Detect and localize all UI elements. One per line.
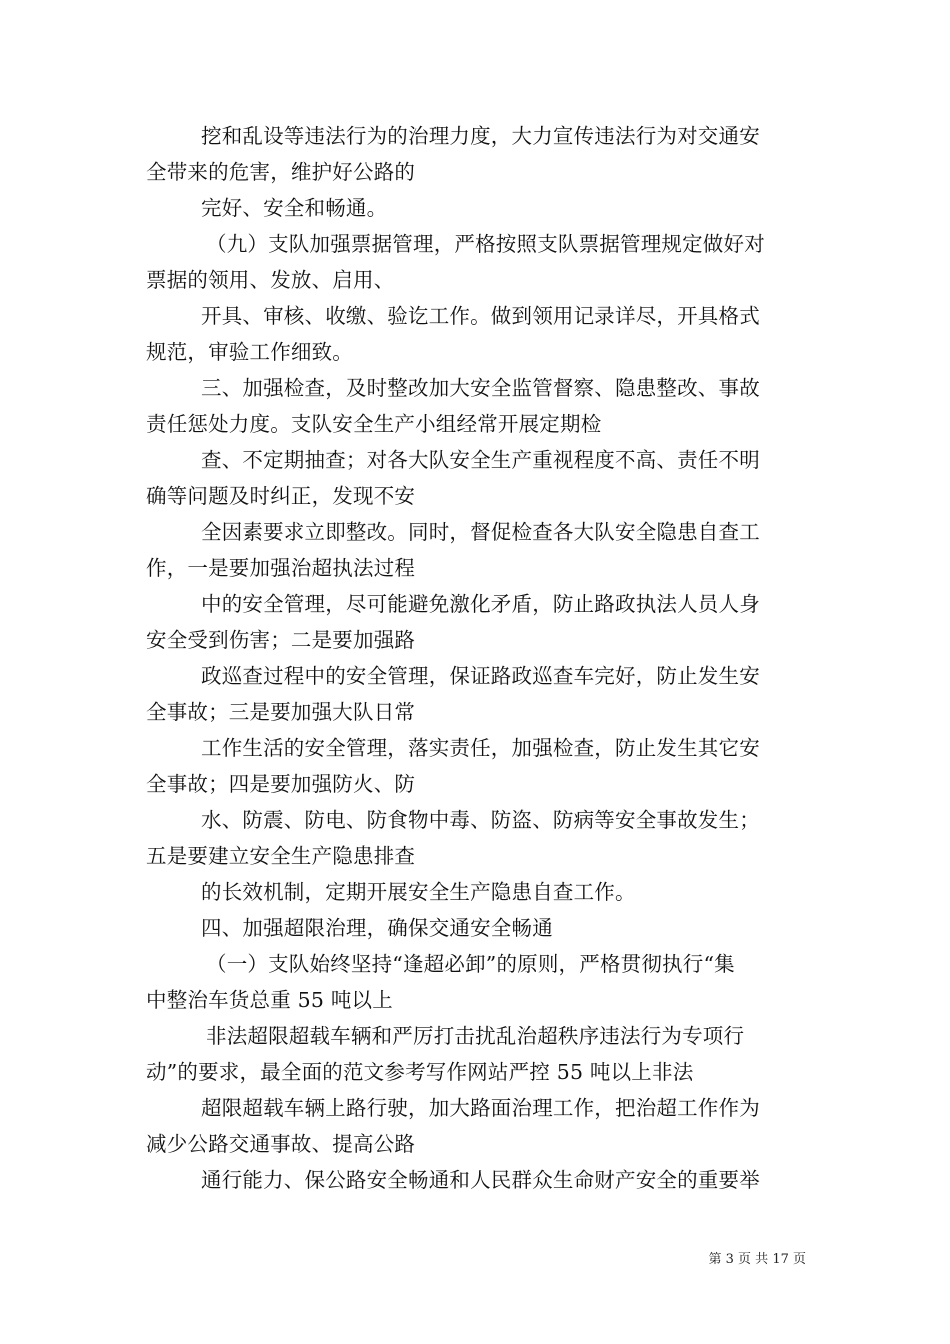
text-line: 开具、审核、收缴、验讫工作。做到领用记录详尽，开具格式 [201, 304, 760, 328]
text-line: 安全受到伤害；二是要加强路 [146, 628, 416, 652]
text-line: 非法超限超载车辆和严厉打击扰乱治超秩序违法行为专项行 [206, 1024, 745, 1048]
text-line: （九）支队加强票据管理，严格按照支队票据管理规定做好对 [206, 232, 765, 256]
text-line: 四、加强超限治理，确保交通安全畅通 [201, 916, 553, 940]
paragraph [146, 118, 808, 190]
paragraph [146, 370, 808, 442]
paragraph [146, 298, 808, 370]
text-line: 全事故；四是要加强防火、防 [146, 772, 416, 796]
paragraph [146, 514, 808, 586]
text-line: 规范，审验工作细致。 [146, 340, 353, 364]
text-line: 作，一是要加强治超执法过程 [146, 556, 416, 580]
paragraph [146, 730, 808, 802]
text-line: 确等问题及时纠正，发现不安 [146, 484, 416, 508]
paragraph [146, 442, 808, 514]
paragraph [146, 1090, 808, 1162]
text-line: 票据的领用、发放、启用、 [146, 268, 395, 292]
text-line: （一）支队始终坚持“逢超必卸”的原则，严格贯彻执行“集 [206, 952, 735, 976]
text-line: 全因素要求立即整改。同时，督促检查各大队安全隐患自查工 [201, 520, 760, 544]
text-line: 中整治车货总重 55 吨以上 [146, 988, 393, 1012]
text-line: 全事故；三是要加强大队日常 [146, 700, 416, 724]
paragraph [146, 802, 808, 874]
text-line: 中的安全管理，尽可能避免激化矛盾，防止路政执法人员人身 [201, 592, 760, 616]
paragraph [146, 910, 808, 946]
text-line: 全带来的危害，维护好公路的 [146, 160, 416, 184]
page-number: 第 3 页 共 17 页 [708, 1252, 806, 1267]
document-body [146, 118, 808, 1198]
text-line: 完好、安全和畅通。 [201, 196, 388, 220]
paragraph [146, 190, 808, 226]
paragraph [146, 1018, 808, 1090]
text-line: 减少公路交通事故、提高公路 [146, 1132, 416, 1156]
text-line: 通行能力、保公路安全畅通和人民群众生命财产安全的重要举 [201, 1168, 760, 1192]
text-line: 超限超载车辆上路行驶，加大路面治理工作，把治超工作作为 [201, 1096, 760, 1120]
text-line: 政巡查过程中的安全管理，保证路政巡查车完好，防止发生安 [201, 664, 760, 688]
paragraph [146, 946, 808, 1018]
paragraph [146, 1162, 808, 1198]
text-line: 查、不定期抽查；对各大队安全生产重视程度不高、责任不明 [201, 448, 760, 472]
text-line: 五是要建立安全生产隐患排查 [146, 844, 416, 868]
text-line: 的长效机制，定期开展安全生产隐患自查工作。 [201, 880, 636, 904]
text-line: 三、加强检查，及时整改加大安全监管督察、隐患整改、事故 [201, 376, 760, 400]
paragraph [146, 658, 808, 730]
text-line: 挖和乱设等违法行为的治理力度，大力宣传违法行为对交通安 [201, 124, 760, 148]
text-line: 责任惩处力度。支队安全生产小组经常开展定期检 [146, 412, 602, 436]
text-line: 动”的要求，最全面的范文参考写作网站严控 55 吨以上非法 [146, 1060, 694, 1084]
text-line: 水、防震、防电、防食物中毒、防盗、防病等安全事故发生； [201, 808, 760, 832]
paragraph [146, 586, 808, 658]
paragraph [146, 874, 808, 910]
text-line: 工作生活的安全管理，落实责任，加强检查，防止发生其它安 [201, 736, 760, 760]
paragraph [146, 226, 808, 298]
